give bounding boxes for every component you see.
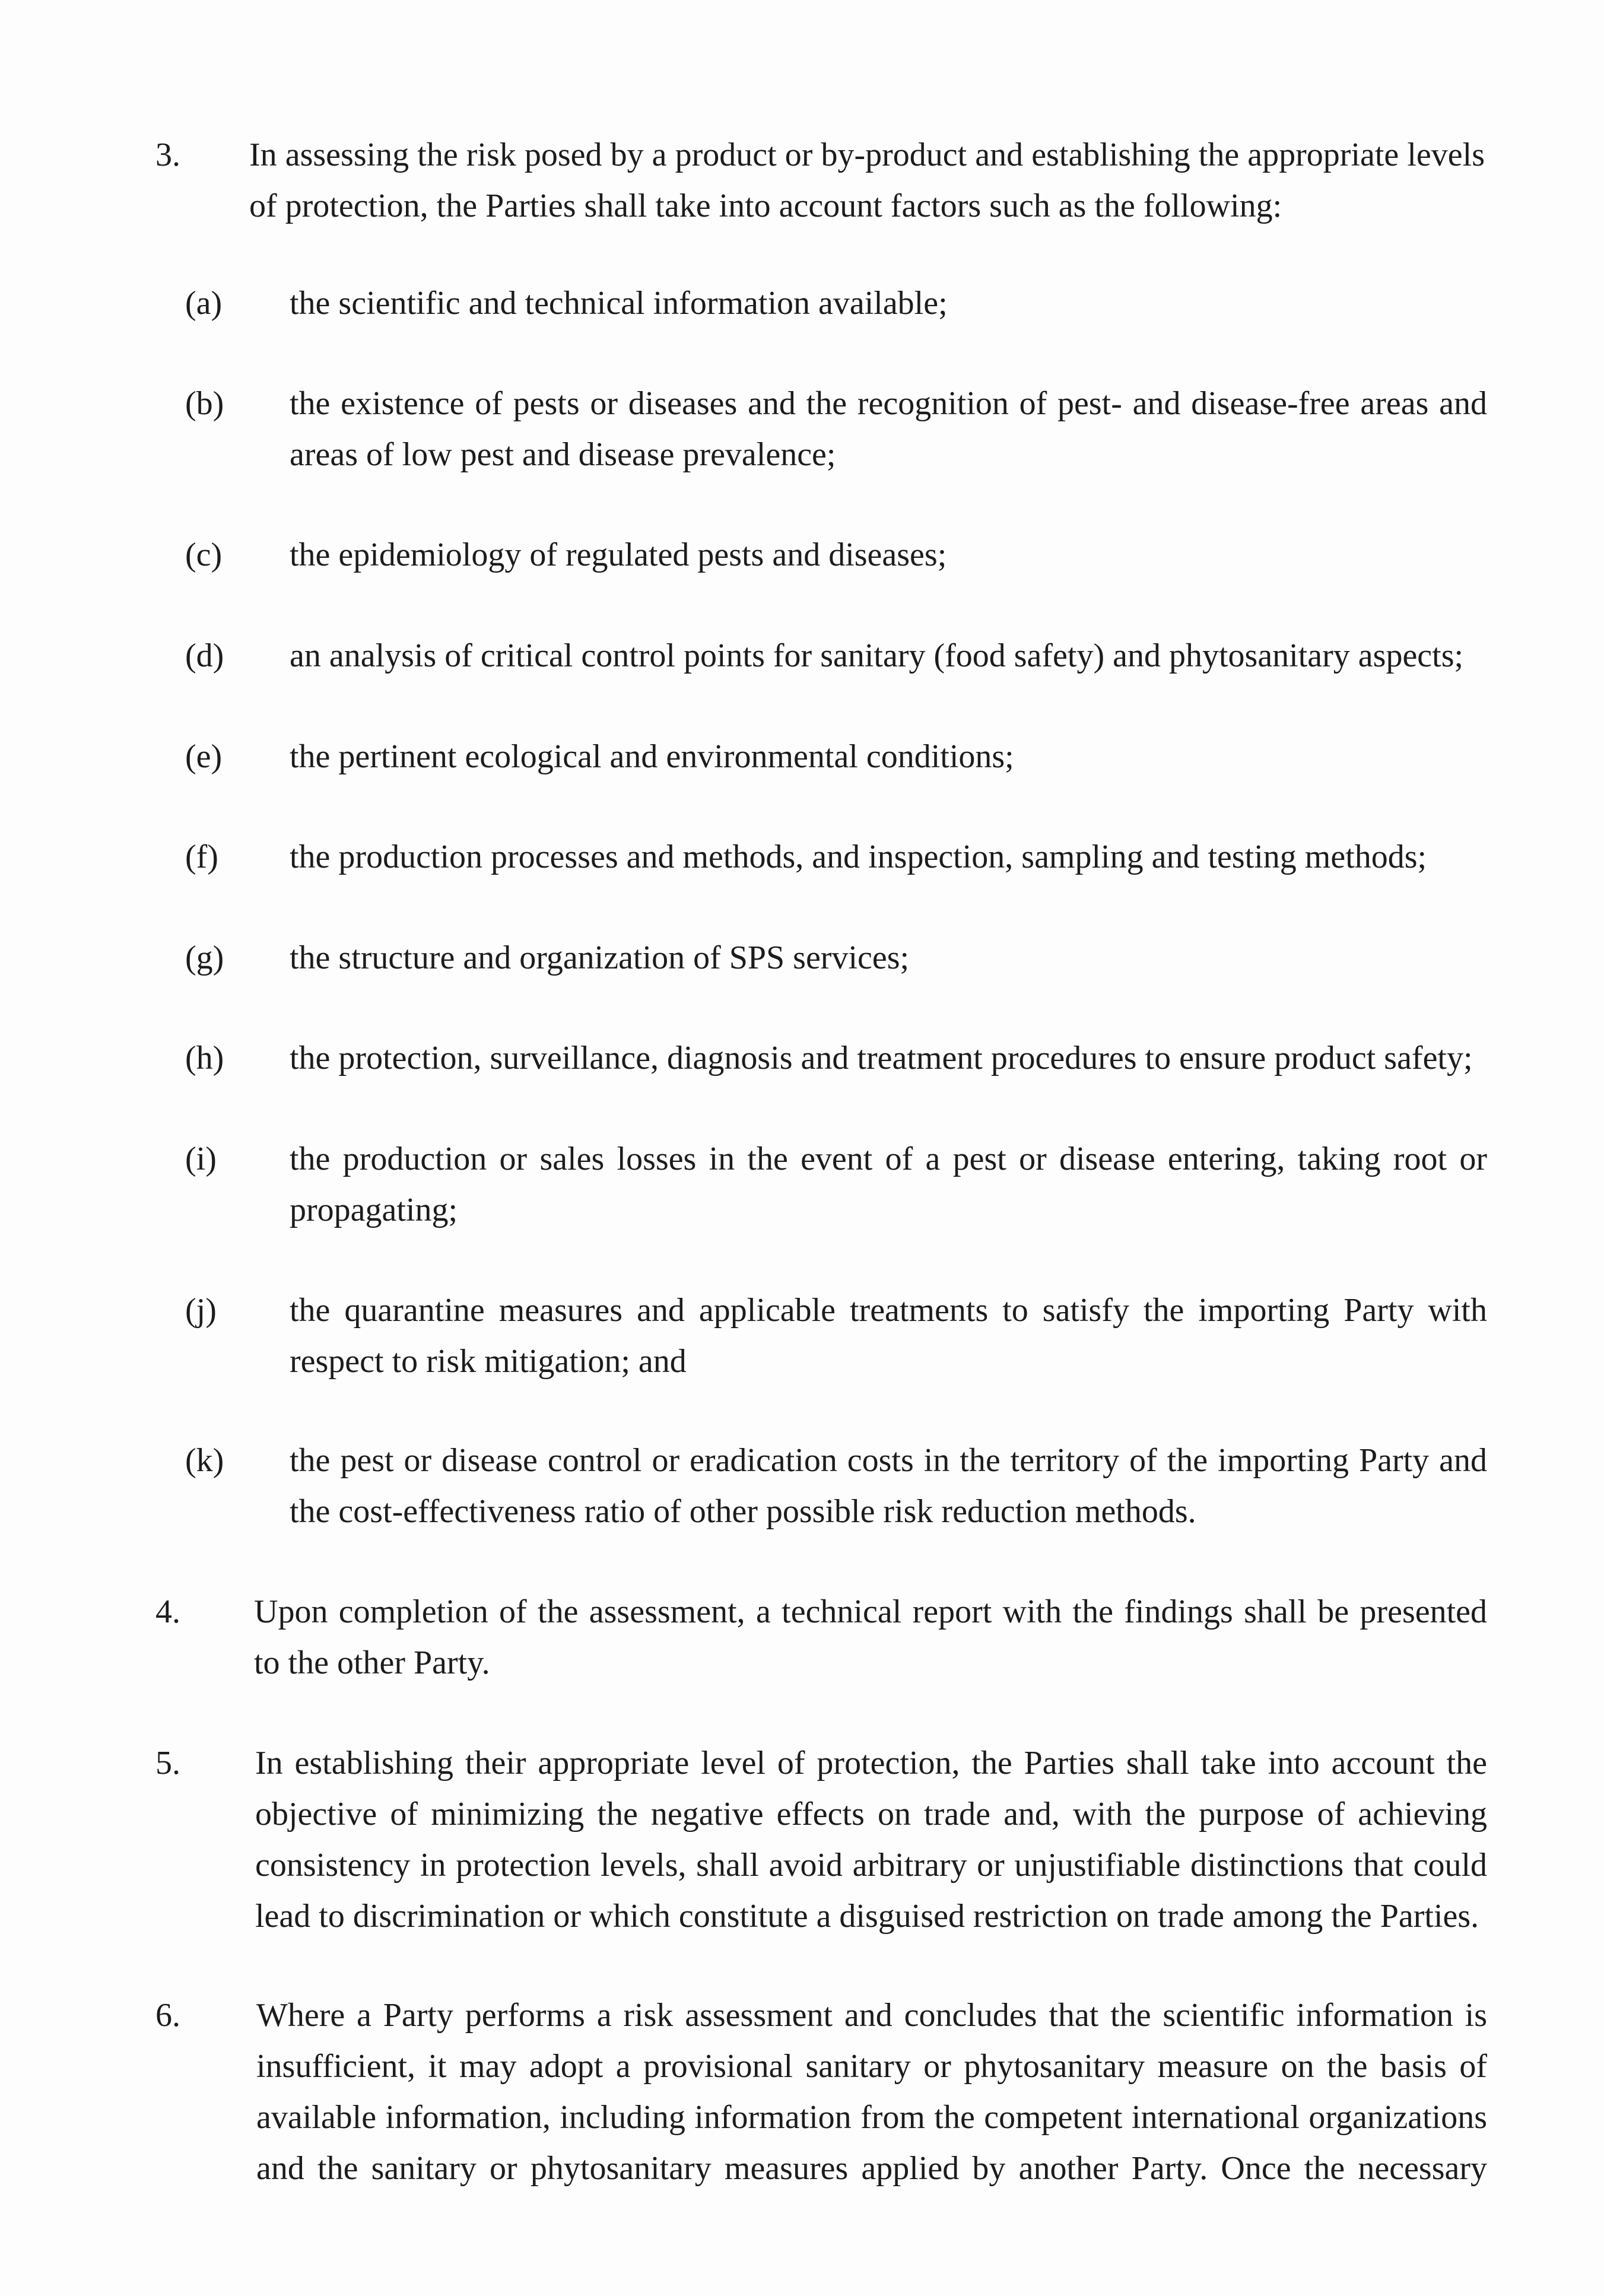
paragraph-number: 4. [155, 1593, 180, 1630]
sub-item-label: (c) [185, 536, 223, 573]
sub-item-text: the epidemiology of regulated pests and diseases; [290, 536, 947, 573]
sub-item-label: (f) [185, 839, 218, 875]
paragraph-number: 5. [155, 1745, 180, 1781]
sub-item-label: (a) [185, 285, 223, 322]
sub-item-label: (e) [185, 738, 223, 775]
paragraph-text: Upon completion of the assessment, a technical report with the findings shall be presented to the other Party. [254, 1593, 1487, 1681]
sub-item-text: the protection, surveillance, diagnosis and treatment procedures to ensure product safety; [290, 1040, 1473, 1076]
sub-item-text: the pest or disease control or eradication costs in the territory of the importing Party and the cost-effectiveness ratio of other possible risk reduction methods. [290, 1442, 1487, 1530]
sub-item-text: the scientific and technical information available; [290, 285, 948, 322]
paragraph-text: Where a Party performs a risk assessment and concludes that the scientific information is insufficient, it may adopt a provisional sanitary or phytosanitary measure on the basis of available information, including information from the competent international organizations and the sanitary or phytosanitary measures applied by another Party. Once the necessary [256, 1997, 1487, 2187]
sub-item-text: the quarantine measures and applicable treatments to satisfy the importing Party with respect to risk mitigation; and [290, 1292, 1487, 1380]
paragraph-number: 3. [155, 136, 180, 173]
paragraph-text: In establishing their appropriate level of protection, the Parties shall take into account the objective of minimizing the negative effects on trade and, with the purpose of achieving consistency in protection levels, shall avoid arbitrary or unjustifiable distinctions that could lead to discrimination or which constitute a disguised restriction on trade among the Parties. [255, 1745, 1487, 1935]
sub-item-label: (b) [185, 385, 224, 422]
sub-item-label: (j) [185, 1292, 217, 1329]
sub-item-label: (h) [185, 1040, 224, 1076]
sub-item-text: the existence of pests or diseases and the recognition of pest- and disease-free areas and areas of low pest and disease prevalence; [290, 385, 1487, 473]
sub-item-label: (i) [185, 1141, 217, 1177]
paragraph-text: In assessing the risk posed by a product or by-product and establishing the appropriate levels of protection, the Parties shall take into account factors such as the following: [249, 136, 1485, 224]
sub-item-text: the production processes and methods, and inspection, sampling and testing methods; [290, 839, 1427, 875]
sub-item-label: (k) [185, 1442, 224, 1479]
sub-item-text: the pertinent ecological and environmental conditions; [290, 738, 1014, 775]
paragraph-number: 6. [155, 1997, 180, 2034]
sub-item-text: an analysis of critical control points for sanitary (food safety) and phytosanitary aspects; [290, 637, 1464, 674]
sub-item-text: the structure and organization of SPS services; [290, 939, 910, 976]
sub-item-text: the production or sales losses in the event of a pest or disease entering, taking root or propagating; [290, 1141, 1487, 1228]
sub-item-label: (d) [185, 637, 224, 674]
sub-item-label: (g) [185, 939, 224, 976]
